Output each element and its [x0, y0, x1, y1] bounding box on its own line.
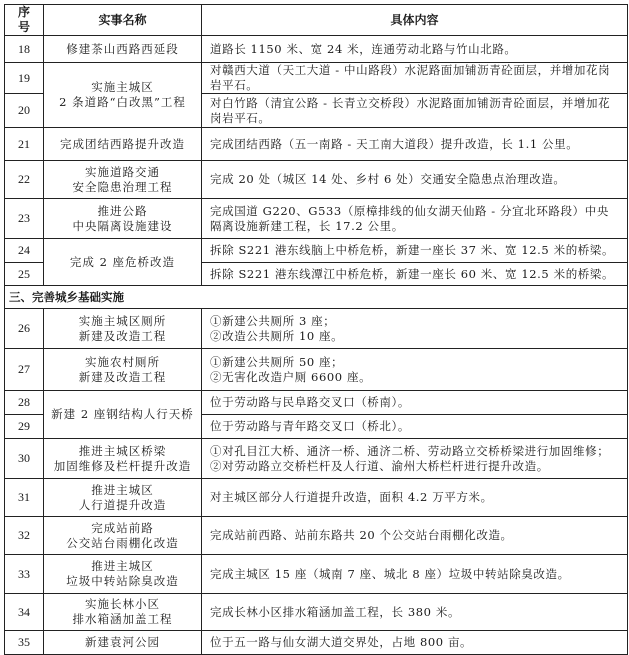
- row-number: 34: [5, 594, 44, 631]
- project-name: 实施主城区厕所 新建及改造工程: [44, 309, 202, 349]
- project-name: 实施主城区 2 条道路“白改黑”工程: [44, 63, 202, 128]
- table-row: [5, 631, 628, 655]
- row-number: 35: [5, 631, 44, 655]
- table-row: [5, 199, 628, 239]
- project-content: 完成长林小区排水箱涵加盖工程，长 380 米。: [202, 594, 628, 631]
- table-row: [5, 128, 628, 161]
- project-name: 完成 2 座危桥改造: [44, 239, 202, 286]
- project-name: 新建 2 座钢结构人行天桥: [44, 391, 202, 439]
- table-row: [5, 239, 628, 263]
- table-row: [5, 439, 628, 479]
- project-name: 实施道路交通 安全隐患治理工程: [44, 161, 202, 199]
- table-row: [5, 391, 628, 415]
- row-number: 29: [5, 415, 44, 439]
- row-number: 26: [5, 309, 44, 349]
- table-row: [5, 555, 628, 594]
- header-no: 序号: [5, 5, 44, 36]
- table-row: [5, 309, 628, 349]
- row-number: 22: [5, 161, 44, 199]
- projects-table: [4, 4, 628, 655]
- row-number: 30: [5, 439, 44, 479]
- project-name: 实施长林小区 排水箱涵加盖工程: [44, 594, 202, 631]
- row-number: 18: [5, 36, 44, 63]
- project-name: 新建袁河公园: [44, 631, 202, 655]
- project-name: 推进主城区 垃圾中转站除臭改造: [44, 555, 202, 594]
- table-row: [5, 349, 628, 391]
- section-row: [5, 286, 628, 309]
- header-name: 实事名称: [44, 5, 202, 36]
- project-content: 拆除 S221 港东线脑上中桥危桥，新建一座长 37 米、宽 12.5 米的桥梁。: [202, 239, 628, 263]
- project-name: 修建茶山西路西延段: [44, 36, 202, 63]
- project-content: 道路长 1150 米、宽 24 米，连通劳动北路与竹山北路。: [202, 36, 628, 63]
- header-content: 具体内容: [202, 5, 628, 36]
- section-title: 三、完善城乡基础实施: [5, 286, 628, 309]
- project-content: ①新建公共厕所 3 座； ②改造公共厕所 10 座。: [202, 309, 628, 349]
- project-content: 完成国道 G220、G533（原樟排线的仙女湖天仙路 - 分宜北环路段）中央隔离设施新建工程，长 17.2 公里。: [202, 199, 628, 239]
- row-number: 21: [5, 128, 44, 161]
- row-number: 23: [5, 199, 44, 239]
- table-row: [5, 161, 628, 199]
- project-content: 完成站前西路、站前东路共 20 个公交站台雨棚化改造。: [202, 517, 628, 555]
- project-content: 位于五一路与仙女湖大道交界处，占地 800 亩。: [202, 631, 628, 655]
- row-number: 27: [5, 349, 44, 391]
- project-content: 完成主城区 15 座（城南 7 座、城北 8 座）垃圾中转站除臭改造。: [202, 555, 628, 594]
- table-row: [5, 517, 628, 555]
- project-content: 完成 20 处（城区 14 处、乡村 6 处）交通安全隐患点治理改造。: [202, 161, 628, 199]
- row-number: 24: [5, 239, 44, 263]
- project-content: ①新建公共厕所 50 座； ②无害化改造户厕 6600 座。: [202, 349, 628, 391]
- project-content: 完成团结西路（五一南路 - 天工南大道段）提升改造，长 1.1 公里。: [202, 128, 628, 161]
- row-number: 28: [5, 391, 44, 415]
- table-row: [5, 594, 628, 631]
- project-name: 完成团结西路提升改造: [44, 128, 202, 161]
- project-name: 完成站前路 公交站台雨棚化改造: [44, 517, 202, 555]
- row-number: 20: [5, 94, 44, 128]
- project-content: 位于劳动路与青年路交叉口（桥北）。: [202, 415, 628, 439]
- row-number: 25: [5, 263, 44, 286]
- row-number: 33: [5, 555, 44, 594]
- project-name: 推进公路 中央隔离设施建设: [44, 199, 202, 239]
- project-content: 拆除 S221 港东线潭江中桥危桥，新建一座长 60 米、宽 12.5 米的桥梁。: [202, 263, 628, 286]
- row-number: 31: [5, 479, 44, 517]
- project-content: 对赣西大道（天工大道 - 中山路段）水泥路面加铺沥青砼面层，并增加花岗岩平石。: [202, 63, 628, 94]
- project-content: ①对孔目江大桥、通济一桥、通济二桥、劳动路立交桥桥梁进行加固维修； ②对劳动路立交桥栏杆及人行道、渝州大桥栏杆进行提升改造。: [202, 439, 628, 479]
- table-row: [5, 479, 628, 517]
- project-name: 推进主城区 人行道提升改造: [44, 479, 202, 517]
- table-row: [5, 63, 628, 94]
- project-content: 对白竹路（清宜公路 - 长青立交桥段）水泥路面加铺沥青砼面层，并增加花岗岩平石。: [202, 94, 628, 128]
- project-name: 推进主城区桥梁 加固维修及栏杆提升改造: [44, 439, 202, 479]
- table-row: [5, 36, 628, 63]
- row-number: 32: [5, 517, 44, 555]
- table-header-row: [5, 5, 628, 36]
- project-content: 位于劳动路与民阜路交叉口（桥南）。: [202, 391, 628, 415]
- project-name: 实施农村厕所 新建及改造工程: [44, 349, 202, 391]
- row-number: 19: [5, 63, 44, 94]
- project-content: 对主城区部分人行道提升改造，面积 4.2 万平方米。: [202, 479, 628, 517]
